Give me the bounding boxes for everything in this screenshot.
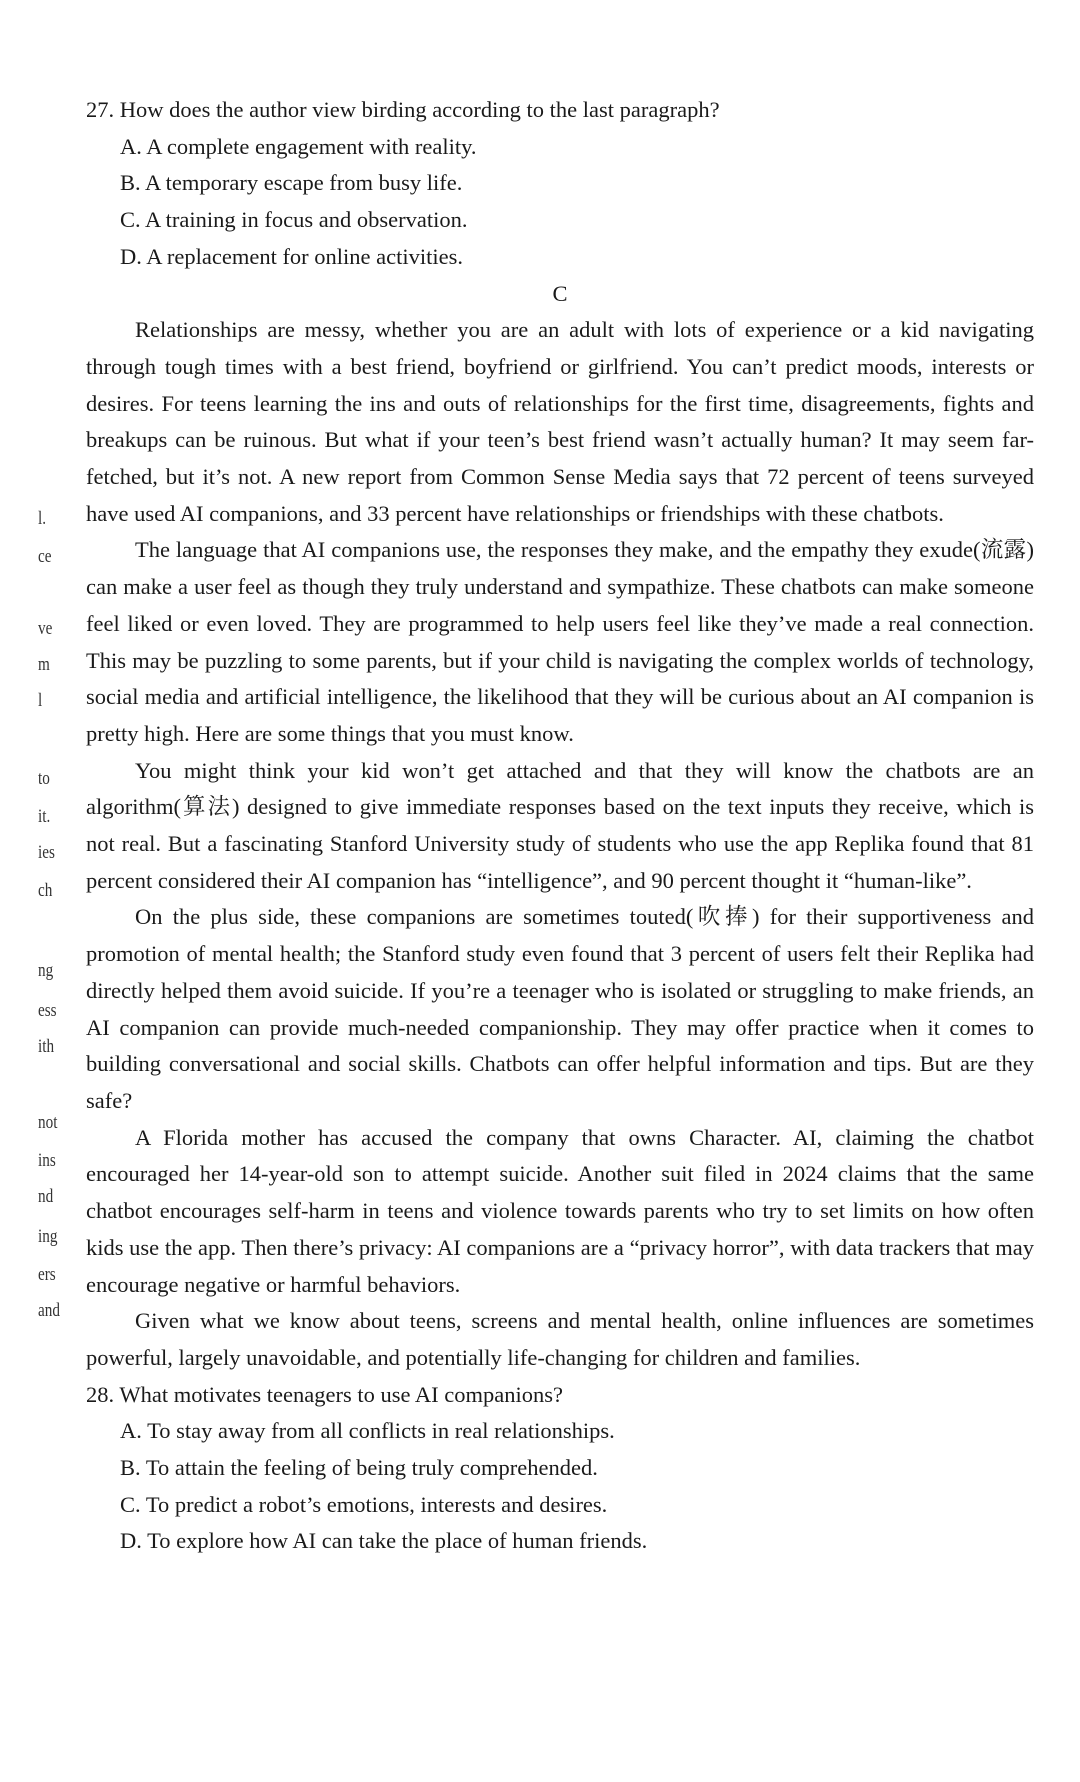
margin-fragment: m: [38, 654, 50, 675]
margin-fragment: ch: [38, 880, 53, 901]
question-28: [86, 1377, 1034, 1561]
margin-fragment: ing: [38, 1226, 58, 1247]
margin-fragment: ce: [38, 546, 52, 567]
question-27-option-b: B. A temporary escape from busy life.: [120, 170, 463, 196]
passage-paragraph-6: Given what we know about teens, screens and mental health, online influences are sometimes powerful, largely unavoidable, and potentially life-changing for children and families.: [86, 1308, 1034, 1370]
passage-paragraph-2: The language that AI companions use, the responses they make, and the empathy they exude(流露) can make a user feel as though they truly understand and sympathize. These chatbots can make someone feel liked or even loved. They are programmed to help users feel like they’ve made a real connection. This may be puzzling to some parents, but if your child is navigating the complex worlds of technology, social media and artificial intelligence, the likelihood that they will be curious about an AI companion is pretty high. Here are some things that you must know.: [86, 537, 1034, 746]
previous-page-margin-fragments: [38, 0, 72, 1782]
question-28-option-d: D. To explore how AI can take the place of human friends.: [120, 1528, 648, 1554]
passage-paragraph-1: Relationships are messy, whether you are an adult with lots of experience or a kid navigating through tough times with a best friend, boyfriend or girlfriend. You can’t predict moods, interests or desires. For teens learning the ins and outs of relationships for the first time, disagreements, fights and breakups can be ruinous. But what if your teen’s best friend wasn’t actually human? It may seem far-fetched, but it’s not. A new report from Common Sense Media says that 72 percent of teens surveyed have used AI companions, and 33 percent have relationships or friendships with these chatbots.: [86, 317, 1034, 526]
question-28-option-c: C. To predict a robot’s emotions, interests and desires.: [120, 1491, 608, 1517]
margin-fragment: ers: [38, 1264, 56, 1285]
margin-fragment: ins: [38, 1150, 56, 1171]
margin-fragment: ng: [38, 960, 54, 981]
question-27-option-a: A. A complete engagement with reality.: [120, 133, 477, 159]
question-27-option-d: D. A replacement for online activities.: [120, 243, 464, 269]
question-27-option-c: C. A training in focus and observation.: [120, 207, 468, 233]
margin-fragment: ess: [38, 1000, 57, 1021]
passage-c: [86, 312, 1034, 1376]
question-28-stem: 28. What motivates teenagers to use AI companions?: [86, 1381, 563, 1407]
margin-fragment: to: [38, 768, 50, 789]
margin-fragment: ies: [38, 842, 55, 863]
question-27: [86, 92, 1034, 276]
margin-fragment: ith: [38, 1036, 55, 1057]
exam-page: [86, 92, 1034, 1560]
passage-paragraph-4: On the plus side, these companions are sometimes touted(吹捧) for their supportiveness and promotion of mental health; the Stanford study even found that 3 percent of users felt their Replika had directly helped them avoid suicide. If you’re a teenager who is isolated or struggling to make friends, an AI companion can provide much-needed companionship. They may offer practice when it comes to building conversational and social skills. Chatbots can offer helpful information and tips. But are they safe?: [86, 904, 1034, 1113]
margin-fragment: ve: [38, 618, 53, 639]
question-28-option-b: B. To attain the feeling of being truly comprehended.: [120, 1455, 598, 1481]
question-27-stem: 27. How does the author view birding according to the last paragraph?: [86, 97, 720, 122]
passage-paragraph-5: A Florida mother has accused the company that owns Character. AI, claiming the chatbot encouraged her 14-year-old son to attempt suicide. Another suit filed in 2024 claims that the same chatbot encourages self-harm in teens and violence towards parents who try to set limits on how often kids use the app. Then there’s privacy: AI companions are a “privacy horror”, with data trackers that may encourage negative or harmful behaviors.: [86, 1124, 1034, 1297]
margin-fragment: not: [38, 1112, 58, 1133]
margin-fragment: and: [38, 1300, 60, 1321]
question-28-option-a: A. To stay away from all conflicts in real relationships.: [120, 1418, 615, 1444]
margin-fragment: l: [38, 690, 43, 711]
margin-fragment: nd: [38, 1186, 54, 1207]
margin-fragment: it.: [38, 806, 51, 827]
margin-fragment: l.: [38, 508, 47, 529]
section-letter: C: [552, 280, 568, 306]
passage-paragraph-3: You might think your kid won’t get attached and that they will know the chatbots are an algorithm(算法) designed to give immediate responses based on the text inputs they receive, which is not real. But a fascinating Stanford University study of students who use the app Replika found that 81 percent considered their AI companion has “intelligence”, and 90 percent thought it “human-like”.: [86, 757, 1034, 893]
